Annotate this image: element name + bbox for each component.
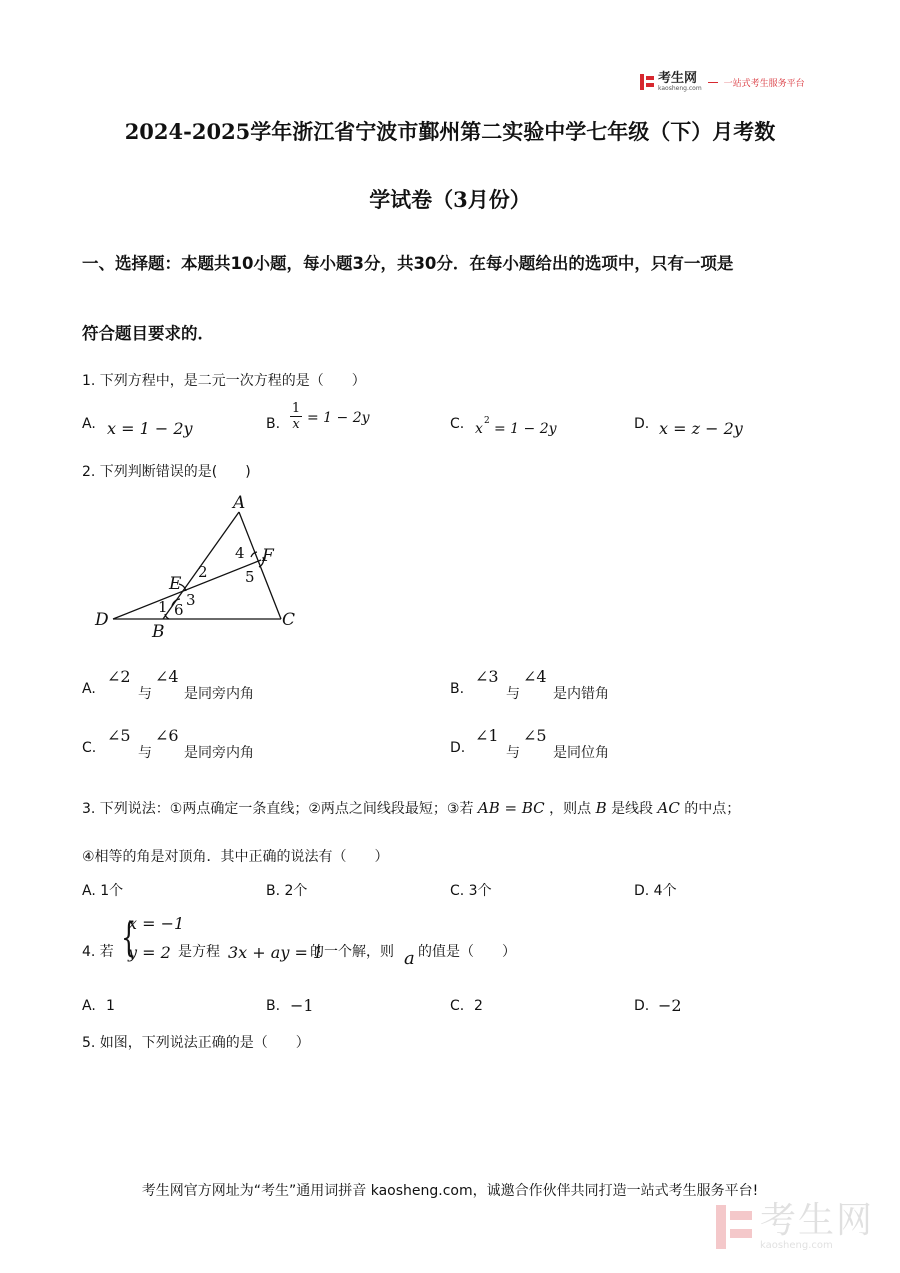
- q4-prefix: 4. 若: [82, 944, 114, 960]
- watermark-text: [760, 1202, 874, 1251]
- brand-divider: [708, 82, 718, 83]
- q2-option-d-tail: 是同位角: [553, 745, 609, 761]
- q1-option-b-denominator: x: [292, 417, 300, 432]
- point-a-label: A: [233, 493, 246, 513]
- q1-option-c-exponent: 2: [484, 416, 490, 426]
- watermark-logo-icon: [716, 1205, 752, 1249]
- section-heading-line2: 符合题目要求的．: [82, 324, 214, 343]
- q1-option-c-label: C.: [450, 416, 465, 432]
- q1-option-d-label: D.: [634, 416, 650, 432]
- q4-equation: 3x + ay = 1: [228, 943, 324, 962]
- q2-option-d-with: 与: [506, 745, 520, 761]
- footer-note: 考生网官方网址为“考生”通用词拼音 kaosheng.com，诚邀合作伙伴共同打造一站式考生服务平台!: [141, 1183, 759, 1199]
- q4-option-a-value: 1: [106, 998, 115, 1014]
- q2-option-b-tail: 是内错角: [553, 686, 609, 702]
- watermark-domain: kaosheng.com: [759, 1240, 833, 1251]
- watermark-name: 考生网: [759, 1200, 874, 1241]
- q4-option-d-label: D.: [634, 998, 650, 1014]
- q3-option-a: A. 1个: [82, 883, 124, 899]
- q1-option-c-rest: = 1 − 2y: [494, 421, 557, 437]
- brand-text: [658, 72, 702, 92]
- angle-2-label: 2: [198, 563, 208, 581]
- q3-option-c: C. 3个: [450, 883, 492, 899]
- q1-option-a-math: x = 1 − 2y: [107, 419, 193, 438]
- q2-option-c-angle2: ∠6: [155, 726, 179, 745]
- q3-stem-part2: ，则点: [549, 801, 592, 817]
- page-title-line2: 学试卷（3月份）: [369, 187, 531, 212]
- angle-4-label: 4: [235, 544, 245, 562]
- q4-eq1: x = −1: [128, 914, 185, 933]
- q2-option-d-label: D.: [450, 740, 466, 756]
- q1-option-b-rest: = 1 − 2y: [307, 410, 370, 426]
- q2-option-b-angle2: ∠4: [523, 667, 547, 686]
- q1-option-b-numerator: 1: [291, 401, 301, 416]
- q4-mid: 是方程: [178, 944, 220, 960]
- angle-6-label: 6: [174, 601, 184, 619]
- q3-option-b: B. 2个: [266, 883, 308, 899]
- q3-stem-part4: 的中点；: [684, 801, 741, 817]
- q3-option-d: D. 4个: [634, 883, 677, 899]
- q4-option-c-label: C.: [450, 998, 465, 1014]
- q4-mid2: 的一个解，则: [310, 944, 394, 960]
- q4-eq2: y = 2: [128, 943, 171, 962]
- q2-option-a-angle2: ∠4: [155, 667, 179, 686]
- q4-tail: 的值是（ ）: [418, 944, 516, 960]
- q3-stem-math-ab-bc: AB = BC: [477, 799, 545, 817]
- point-b-label: B: [152, 622, 165, 642]
- q2-option-a-angle1: ∠2: [107, 667, 131, 686]
- q4-option-b-label: B.: [266, 998, 281, 1014]
- q1-option-a-label: A.: [82, 416, 96, 432]
- q3-stem-line1: [82, 798, 740, 818]
- q3-stem-math-b: B: [595, 799, 607, 817]
- q1-stem: 1. 下列方程中，是二元一次方程的是（ ）: [82, 373, 366, 389]
- watermark: [716, 1202, 874, 1251]
- q2-option-b-angle1: ∠3: [475, 667, 499, 686]
- q4-var-a: a: [404, 948, 415, 969]
- q3-stem-part1: 3. 下列说法：①两点确定一条直线；②两点之间线段最短；③若: [82, 801, 474, 817]
- q3-stem-part3: 是线段: [611, 801, 654, 817]
- brand-slogan: 一站式考生服务平台: [723, 78, 805, 89]
- q3-stem-line2: ④相等的角是对顶角．其中正确的说法有（ ）: [82, 849, 389, 865]
- q2-option-c-with: 与: [138, 745, 152, 761]
- q2-option-b-label: B.: [450, 681, 465, 697]
- angle-5-label: 5: [245, 568, 255, 586]
- q4-option-b-value: −1: [290, 996, 314, 1015]
- q4-option-c-value: 2: [474, 998, 483, 1014]
- point-f-label: F: [262, 546, 274, 566]
- q2-option-c-angle1: ∠5: [107, 726, 131, 745]
- section-heading-line1: 一、选择题：本题共10小题，每小题3分，共30分．在每小题给出的选项中，只有一项是: [82, 254, 734, 273]
- q2-option-d-angle2: ∠5: [523, 726, 547, 745]
- q2-option-a-tail: 是同旁内角: [184, 686, 254, 702]
- q5-stem: 5. 如图，下列说法正确的是（ ）: [82, 1035, 310, 1051]
- q2-option-c-tail: 是同旁内角: [184, 745, 254, 761]
- point-e-label: E: [169, 574, 182, 594]
- q1-option-c-base: x: [475, 421, 483, 437]
- segment-df: [113, 560, 261, 619]
- point-c-label: C: [282, 610, 296, 630]
- brand-domain: kaosheng.com: [658, 85, 702, 92]
- q3-stem-math-ac: AC: [657, 799, 680, 817]
- q4-brace-icon: {: [121, 915, 137, 961]
- brand-logo-icon: [640, 74, 654, 90]
- q2-option-b-with: 与: [506, 686, 520, 702]
- page-title-line1: 2024-2025学年浙江省宁波市鄞州第二实验中学七年级（下）月考数: [124, 119, 776, 144]
- q2-geometry-figure: [85, 488, 315, 648]
- angle-1-label: 1: [158, 598, 168, 616]
- q1-option-b-label: B.: [266, 416, 281, 432]
- q2-option-a-label: A.: [82, 681, 96, 697]
- q2-option-a-with: 与: [138, 686, 152, 702]
- q2-option-c-label: C.: [82, 740, 97, 756]
- q2-stem: 2. 下列判断错误的是( ): [82, 464, 251, 480]
- header-brand: [640, 72, 805, 92]
- q2-option-d-angle1: ∠1: [475, 726, 499, 745]
- q1-option-d-math: x = z − 2y: [659, 419, 743, 438]
- segment-ac: [239, 512, 281, 619]
- angle-3-label: 3: [186, 591, 196, 609]
- q4-option-d-value: −2: [658, 996, 682, 1015]
- q1-option-b-fraction: [290, 401, 302, 432]
- brand-name: 考生网: [658, 71, 698, 86]
- point-d-label: D: [95, 610, 109, 630]
- q4-option-a-label: A.: [82, 998, 96, 1014]
